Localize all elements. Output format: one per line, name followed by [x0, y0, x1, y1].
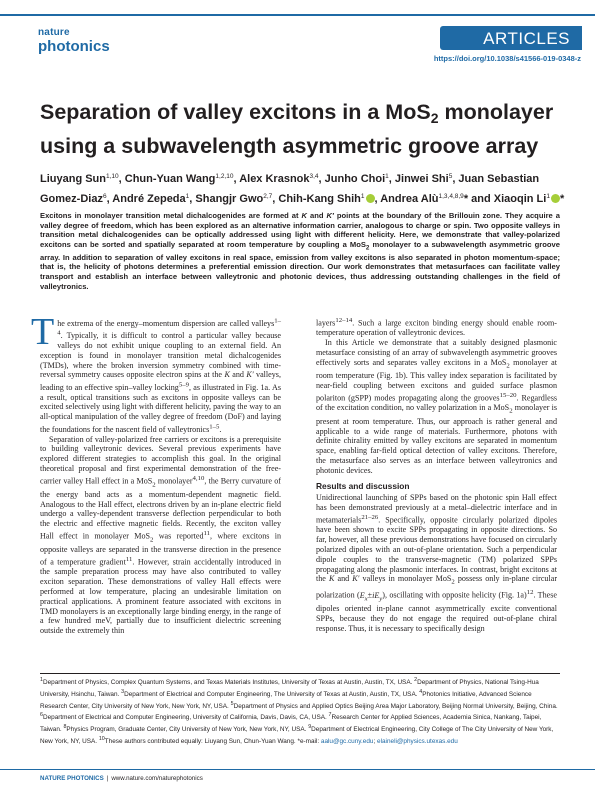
- footer-journal: NATURE PHOTONICS: [40, 775, 104, 782]
- body-paragraph: Unidirectional launching of SPPs based on the photonic spin Hall effect has been demonstrated previously at a metal–dielectric interface and in metamaterials$^{21-26}$. Specifically, opposite circularly polarized dipoles have been shown to excite SPPs propagating in opposite directions. So far, however, all these previous demonstrations have focused on circularly polarized dipoles with an out-of-plane orientation. Such a perpendicular dipole couples to the transverse-magnetic (TM) polarized SPPs propagating along the plasmonic interfaces. In contrast, bright excitons at the K and K′ valleys in monolayer MoS$_2$ possess only in-plane circular polarization $(E_x\pm iE_y)$, oscillating with opposite helicity (Fig. 1a)$^{12}$. These dipoles oriented in-plane cannot asymmetrically excite conventional SPPs, because they do not engage the required out-of-plane chiral response. Thus, it is necessary to specifically design: [316, 493, 558, 633]
- footer-rule: [0, 769, 595, 770]
- header-rule: [0, 14, 595, 16]
- body-column-right: [316, 316, 557, 633]
- abstract: Excitons in monolayer transition metal dichalcogenides are formed at K and K′ points at the boundary of the Brillouin zone. They acquire a valley degree of freedom, which has been explored as an alternative information carrier, analogous to charge or spin. Two opposite valleys in transition metal dichalcogenides can be optically addressed using light with different helicity. Here, we demonstrate that valley-polarized excitons can be sorted and spatially separated at room temperature by coupling a MoS$_2$ monolayer to a subwavelength asymmetric groove array. In addition to separation of valley excitons in real space, emission from valley excitons is also separated in photon momentum-space; that is, the helicity of photons determines a preferential emission direction. Our work demonstrates that metasurfaces can facilitate valley transport and establish an interface between valleytronic and photonic devices, thus addressing outstanding challenges in the field of valleytronics.: [40, 211, 560, 291]
- page-footer: [40, 775, 203, 782]
- footnote-divider: [40, 673, 560, 674]
- footer-separator: |: [106, 775, 109, 782]
- drop-cap: T: [31, 311, 55, 353]
- article-title: [40, 98, 560, 160]
- body-paragraph: layers$^{12-14}$. Such a large exciton binding energy should enable room-temperature operation of valleytronic devices.: [316, 317, 557, 338]
- body-column-left: [31, 311, 281, 636]
- title-part-1: Separation of valley excitons in a MoS: [40, 100, 431, 124]
- section-label: ARTICLES: [483, 29, 570, 48]
- title-subscript: 2: [430, 110, 439, 126]
- section-banner: [440, 26, 582, 50]
- affiliations-footnotes: $^1$Department of Physics, Complex Quantum Systems, and Texas Materials Institutes, University of Texas at Austin, Austin, TX, USA. $^2$Department of Physics, National Tsing-Hua University, Hsinchu, Taiwan. $^3$Department of Electrical and Computer Engineering, The University of Texas at Austin, Austin, TX, USA. $^4$Photonics Initiative, Advanced Science Research Center, City University of New York, New York, NY, USA. $^5$Department of Physics and Applied Optics Beijing Area Major Laboratory, Beijing Normal University, Beijing, China. $^6$Department of Electrical and Computer Engineering, University of California, Davis, Davis, CA, USA. $^7$Research Center for Applied Sciences, Academia Sinica, Nankang, Taipei, Taiwan. $^8$Physics Program, Graduate Center, City University of New York, New York, NY, USA. $^9$Department of Electrical Engineering, City College of The City University of New York, New York, NY, USA. $^{10}$These authors contributed equally: Liuyang Sun, Chun-Yuan Wang. *e-mail: aalu@gc.cuny.edu; elaineli@physics.utexas.edu: [40, 677, 558, 746]
- body-paragraph: Separation of valley-polarized free carriers or excitons is a prerequisite to building valleytronic devices. Several previous experiments have explored different strategies to accomplish this goal. In the original theoretical proposal and first experimental demonstration of the free-carrier valley Hall effect in a MoS$_2$ monolayer$^{4,10}$, the Berry curvature of the energy band acts as a momentum-dependent magnetic field. Analogous to the Hall effect, electrons driven by an in-plane electric field undergo a valley-dependent transverse deflection perpendicular to both the electric and effective magnetic fields. Recently, the exciton valley Hall effect in monolayer MoS$_2$ was reported$^{11}$, where excitons in opposite valleys are separated in the transverse direction in the presence of a temperature gradient$^{11}$. However, strain accidentally introduced in the sample preparation process may have also contributed to valley exciton separation. These demonstrations of valley Hall effects were performed at low temperature, placing an undesirable limitation on practical applications. A prominent feature associated with excitons in TMD monolayers is an exceptionally large binding energy, in the range of a few hundred meV, partially due to insufficient dielectric screening outside the extremely thin: [40, 434, 281, 636]
- logo-line-1: nature: [38, 27, 70, 38]
- paragraph-text: he extrema of the energy–momentum dispersion are called valleys$^{1-4}$. Typically, it is difficult to control a particular valley because valleys do not exhibit unique coupling to an external field. An exception is found in monolayer transition metal dichalcogenides (TMDs), where the broken inversion symmetry combined with time-reversal symmetry causes opposite electron spins at the K and K′ valleys, leading to an effective spin–valley locking$^{5-9}$, as illustrated in Fig. 1a. As a result, optical transitions such as excitons in opposite valleys can be excited selectively using light with different helicity, paving the way to an all-optical manipulation of the valley degree of freedom (DoF) and laying the foundations for the nascent field of valleytronics$^{1-5}$.: [40, 317, 281, 434]
- body-paragraph: In this Article we demonstrate that a suitably designed plasmonic metasurface consisting of an array of subwavelength asymmetric grooves effectively sorts and separates valley excitons in a MoS$_2$ monolayer at room temperature (Fig. 1b). This valley index separation is facilitated by near-field coupling between excitons and guided surface plasmon polariton (gSPP) modes propagating along the grooves$^{15-20}$. Regardless of the excitation condition, no valley polarization in a MoS$_2$ monolayer is present at room temperature. Thus, our approach is rather general and applicable to a wide range of materials. Furthermore, photons with definite chirality emitted by valley excitons are separated in momentum space, enabling far-field optical detection of valley excitons. Therefore, the metasurface also serves as an interface between valleytronics and photonic devices.: [316, 338, 557, 475]
- author-list: Liuyang Sun$^{1,10}$, Chun-Yuan Wang$^{1,2,10}$, Alex Krasnok$^{3,4}$, Junho Choi$^1$, Jinwei Shi$^5$, Juan Sebastian Gomez-Diaz$^6$, André Zepeda$^1$, Shangjr Gwo$^{2,7}$, Chih-Kang Shih$^1$ , Andrea Alù$^{1,3,4,8,9}$* and Xiaoqin Li$^1$ *: [40, 173, 565, 205]
- section-heading: Results and discussion: [316, 480, 410, 491]
- title-part-2: monolayer using a subwavelength asymmetric groove array: [40, 100, 554, 158]
- doi-link[interactable]: https://doi.org/10.1038/s41566-019-0348-z: [433, 54, 581, 63]
- logo-line-2: photonics: [38, 38, 110, 55]
- journal-logo[interactable]: [38, 28, 110, 54]
- body-paragraph: [31, 311, 281, 435]
- footer-url[interactable]: www.nature.com/naturephotonics: [111, 775, 203, 782]
